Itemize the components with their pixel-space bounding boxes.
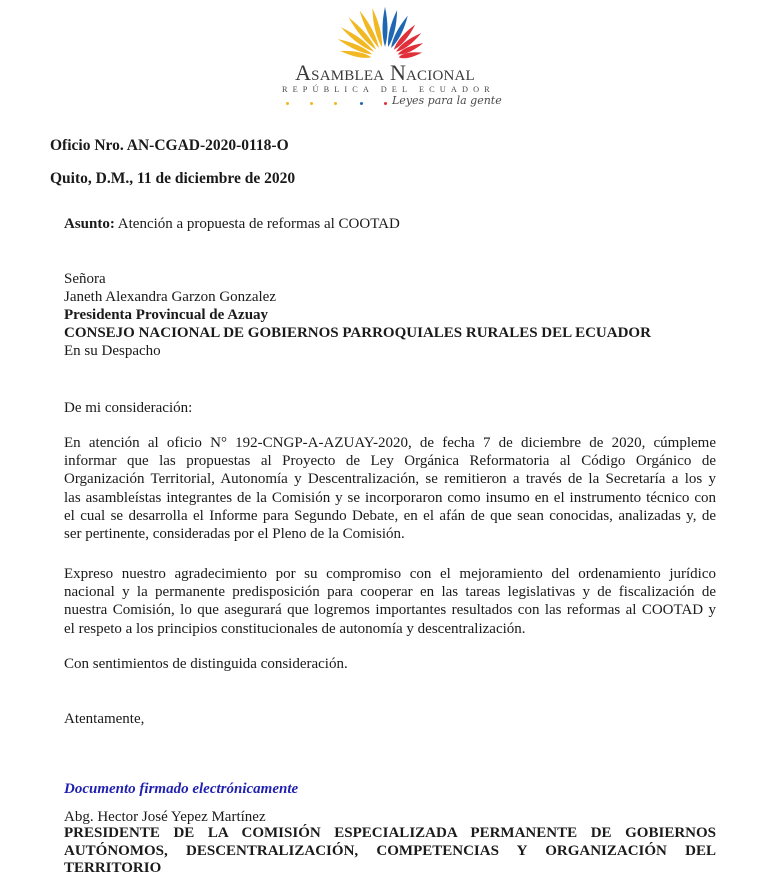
paragraph-line: las asambleístas integrantes de la Comisión y se incorporaron como insumo en el instrumento técnico con [64, 489, 716, 506]
paragraph-line: el respeto a los principios constitucionales de autonomía y descentralización. [64, 620, 526, 637]
recipient-name: Janeth Alexandra Garzon Gonzalez [64, 289, 276, 305]
subject-line [64, 215, 400, 233]
logo-title: Asamblea Nacional [295, 60, 475, 85]
signer-title-line: PRESIDENTE DE LA COMISIÓN ESPECIALIZADA PERMANENTE DE GOBIERNOS [64, 825, 716, 841]
paragraph-line: Organización Territorial, Autonomía y Descentralización, se remitieron a través de la Secretaría a los y [64, 471, 716, 488]
logo-subtitle: REPÚBLICA DEL ECUADOR [282, 85, 495, 94]
body-paragraph-2 [64, 565, 716, 638]
signer-title-line: TERRITORIO [64, 860, 162, 876]
paragraph-line: En atención al oficio N° 192-CNGP-A-AZUAY-2020, de fecha 7 de diciembre de 2020, cúmpleme [64, 435, 716, 451]
paragraph-line: el cual se desarrolla el Informe para Segundo Debate, en el afán de que sean conocidas, analizadas y, de [64, 507, 716, 524]
feather-shape [383, 7, 388, 47]
feather-fan-icon [280, 4, 490, 62]
paragraph-line: ser pertinente, consideradas por el Pleno de la Comisión. [64, 525, 405, 542]
asamblea-nacional-logo [280, 4, 502, 112]
subject-label: Asunto: [64, 216, 115, 232]
body-paragraph-1 [64, 434, 716, 543]
paragraph-line: nuestra Comisión, lo que asegurará que logremos importantes resultados con las reformas al COOTAD y [64, 602, 716, 619]
logo-slogan: Leyes para la gente [392, 94, 502, 107]
dot-yellow [286, 102, 289, 105]
recipient-salutation: Señora [64, 271, 106, 287]
dot-blue [360, 102, 363, 105]
logo-dots [284, 100, 404, 108]
recipient-location: En su Despacho [64, 343, 161, 359]
document-date: Quito, D.M., 11 de diciembre de 2020 [50, 170, 296, 187]
oficio-number: Oficio Nro. AN-CGAD-2020-0118-O [50, 137, 289, 154]
subject-text: Atención a propuesta de reformas al COOTAD [114, 216, 400, 232]
recipient-position: Presidenta Provincual de Azuay [64, 307, 269, 323]
signer-title-line: AUTÓNOMOS, DESCENTRALIZACIÓN, COMPETENCIAS Y ORGANIZACIÓN DEL [64, 842, 716, 859]
paragraph-line: informar que las propuestas al Proyecto de Ley Orgánica Reformatoria al Código Orgánico de [64, 453, 716, 470]
recipient-organization: CONSEJO NACIONAL DE GOBIERNOS PARROQUIALES RURALES DEL ECUADOR [64, 325, 651, 341]
dot-yellow [310, 102, 313, 105]
signer-title [64, 825, 716, 878]
paragraph-line: Expreso nuestro agradecimiento por su compromiso con el mejoramiento del ordenamiento jurídico [64, 566, 716, 582]
dot-red [384, 102, 387, 105]
greeting: De mi consideración: [64, 400, 193, 416]
paragraph-line: nacional y la permanente predisposición para cooperar en las tareas legislativas y de fiscalización de [64, 584, 716, 601]
closing-line: Con sentimientos de distinguida consideración. [64, 656, 348, 672]
farewell: Atentamente, [64, 711, 145, 727]
dot-yellow [334, 102, 337, 105]
electronic-signature-note: Documento firmado electrónicamente [64, 781, 299, 797]
signer-name: Abg. Hector José Yepez Martínez [64, 809, 266, 825]
